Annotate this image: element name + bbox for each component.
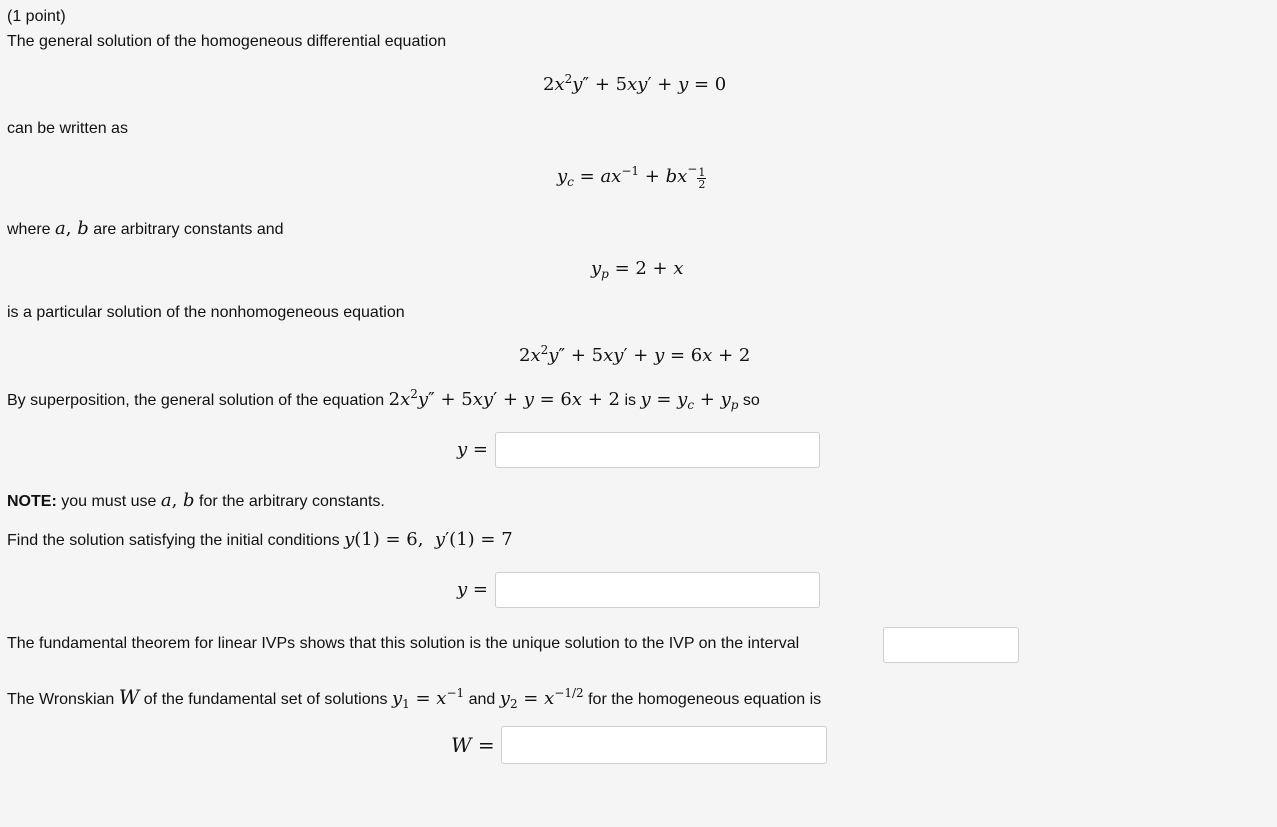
y2-definition: $y_2 = x^{-1/2}$ bbox=[499, 686, 584, 711]
where-prefix: where bbox=[7, 221, 51, 238]
initial-conditions-prefix: Find the solution satisfying the initial conditions bbox=[7, 532, 340, 549]
wronskian-text bbox=[7, 685, 821, 709]
wronskian-mid: of the fundamental set of solutions bbox=[143, 691, 388, 708]
homogeneous-equation: $2x^2y'' + 5xy' + y = 0$ bbox=[543, 72, 727, 95]
general-solution-input[interactable] bbox=[495, 432, 820, 468]
particular-solution-equation: $y_p = 2 + x$ bbox=[591, 258, 684, 281]
ivp-solution-input[interactable] bbox=[495, 572, 820, 608]
y1-definition: $y_1 = x^{-1}$ bbox=[391, 686, 465, 711]
complementary-solution-equation: $y_c = ax^{-1} + bx^-$ $\frac{1}{2}$ bbox=[557, 162, 706, 191]
superposition-text bbox=[7, 389, 760, 410]
wronskian-label: W = bbox=[451, 733, 495, 757]
wronskian-prefix: The Wronskian bbox=[7, 691, 115, 708]
points-label: (1 point) bbox=[7, 8, 66, 25]
superposition-prefix: By superposition, the general solution of the equation bbox=[7, 392, 385, 409]
where-suffix: are arbitrary constants and bbox=[93, 221, 284, 238]
particular-text: is a particular solution of the nonhomogeneous equation bbox=[7, 304, 405, 321]
wronskian-symbol: W bbox=[118, 685, 140, 709]
wronskian-input[interactable] bbox=[501, 726, 827, 764]
note-constants: a, b bbox=[160, 490, 195, 511]
initial-conditions-math: y(1) = 6, y′(1) = 7 bbox=[344, 529, 513, 550]
superposition-sum: $y = y_c + y_p$ bbox=[640, 389, 739, 412]
nonhomogeneous-equation: $2x^2y'' + 5xy' + y = 6x + 2$ bbox=[519, 343, 751, 366]
note-text bbox=[7, 490, 385, 511]
constants-ab: a, b bbox=[55, 218, 89, 239]
interval-input[interactable] bbox=[883, 627, 1019, 663]
where-text bbox=[7, 218, 284, 239]
superposition-is: is bbox=[624, 392, 636, 409]
superposition-so: so bbox=[742, 392, 760, 409]
ivp-solution-label: y = bbox=[457, 579, 488, 600]
initial-conditions-text bbox=[7, 529, 513, 550]
note-label: NOTE: bbox=[7, 493, 57, 510]
wronskian-suffix: for the homogeneous equation is bbox=[588, 691, 822, 708]
can-be-written-text: can be written as bbox=[7, 120, 128, 137]
general-solution-label: y = bbox=[457, 439, 488, 460]
theorem-text: The fundamental theorem for linear IVPs shows that this solution is the unique solution to the IVP on the interval bbox=[7, 635, 800, 652]
superposition-equation: $2x^2y'' + 5xy' + y = 6x + 2$ bbox=[388, 387, 620, 410]
note-suffix: for the arbitrary constants. bbox=[199, 493, 385, 510]
intro-text: The general solution of the homogeneous differential equation bbox=[7, 33, 447, 50]
wronskian-and: and bbox=[468, 691, 496, 708]
note-body: you must use bbox=[61, 493, 157, 510]
